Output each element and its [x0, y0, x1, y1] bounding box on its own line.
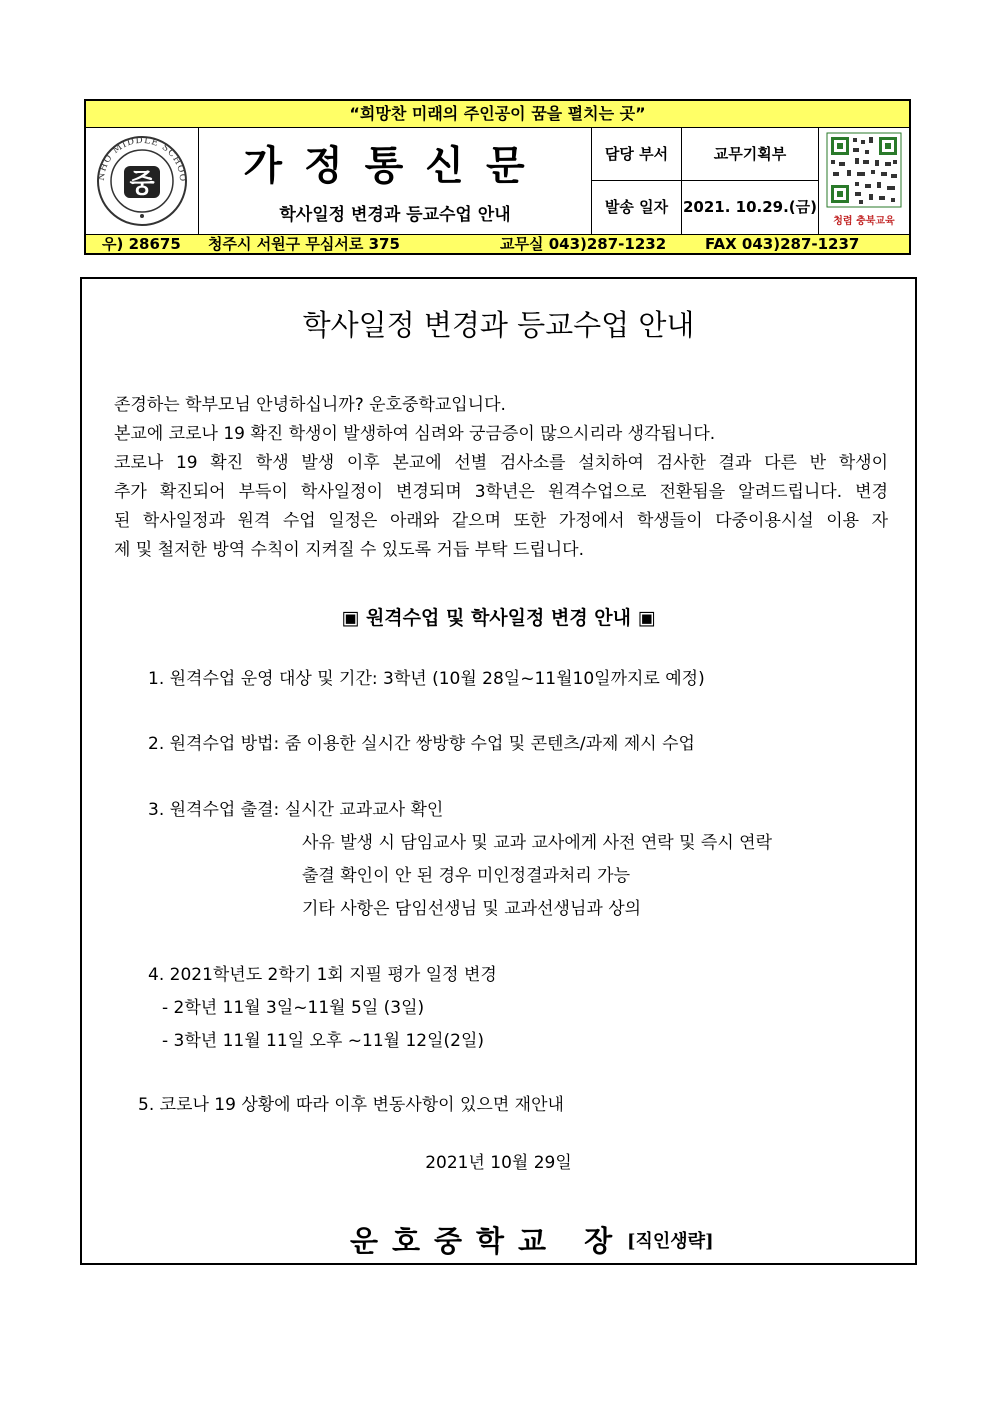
item-2: 2. 원격수업 방법: 줌 이용한 실시간 쌍방향 수업 및 콘텐츠/과제 제시 수업 [148, 734, 695, 754]
body-line: 된 학사일정과 원격 수업 일정은 아래와 같으며 또한 가정에서 학생들이 다중이용시설 이용 자 [114, 511, 888, 531]
office-phone: 교무실 043)287-1232 [500, 235, 667, 253]
body-line: 제 및 철저한 방역 수칙이 지켜질 수 있도록 거듭 부탁 드립니다. [114, 540, 584, 560]
school-logo-cell [86, 128, 199, 234]
fax-number: FAX 043)287-1237 [705, 235, 860, 253]
item-4-heading: 4. 2021학년도 2학기 1회 지필 평가 일정 변경 [148, 965, 497, 985]
street-address: 청주시 서원구 무심서로 375 [208, 235, 400, 253]
body-line: 코로나 19 확진 학생 발생 이후 본교에 선별 검사소를 설치하여 검사한 결과 다른 반 학생이 [114, 453, 888, 473]
seal-omitted-note: [직인생략] [627, 1231, 714, 1252]
item-3-heading: 3. 원격수업 출결: 실시간 교과교사 확인 [148, 800, 444, 820]
principal-signature: 운호중학교 장 [350, 1224, 627, 1258]
section-title: ▣ 원격수업 및 학사일정 변경 안내 ▣ [341, 607, 656, 629]
item-5: 5. 코로나 19 상황에 따라 이후 변동사항이 있으면 재안내 [138, 1095, 564, 1115]
send-date-label: 발송 일자 [592, 181, 682, 234]
newsletter-title: 가정통신문 [243, 142, 547, 189]
school-logo-icon [86, 128, 198, 234]
school-slogan: “희망찬 미래의 주인공이 꿈을 펼치는 곳” [86, 101, 909, 128]
postal-code: 우) 28675 [102, 235, 181, 253]
newsletter-subtitle: 학사일정 변경과 등교수업 안내 [279, 205, 511, 225]
item-3-detail: 출결 확인이 안 된 경우 미인정결과처리 가능 [302, 866, 631, 886]
intro-line: 본교에 코로나 19 확진 학생이 발생하여 심려와 궁금증이 많으시리라 생각됩니다. [114, 424, 716, 444]
svg-text:중: 중 [129, 169, 155, 199]
item-1: 1. 원격수업 운영 대상 및 기간: 3학년 (10월 28일~11월10일까지로 예정) [148, 669, 705, 689]
qr-code-cell [819, 128, 909, 234]
newsletter-header [84, 99, 911, 255]
body-line: 추가 확진되어 부득이 학사일정이 변경되며 3학년은 원격수업으로 전환됨을 알려드립니다. 변경 [114, 482, 888, 502]
item-3-detail: 사유 발생 시 담임교사 및 교과 교사에게 사전 연락 및 즉시 연락 [302, 833, 772, 853]
item-4-detail: - 2학년 11월 3일~11월 5일 (3일) [162, 998, 425, 1018]
address-bar [86, 234, 909, 253]
newsletter-title-cell [199, 128, 592, 234]
send-date-value: 2021. 10.29.(금) [682, 181, 819, 234]
letter-title: 학사일정 변경과 등교수업 안내 [302, 308, 695, 342]
dept-value: 교무기획부 [682, 128, 819, 181]
dept-label: 담당 부서 [592, 128, 682, 181]
letter-date: 2021년 10월 29일 [425, 1153, 572, 1173]
item-4-detail: - 3학년 11월 11일 오후 ~11월 12일(2일) [162, 1031, 485, 1051]
item-3-detail: 기타 사항은 담임선생님 및 교과선생님과 상의 [302, 899, 642, 919]
greeting: 존경하는 학부모님 안녕하십니까? 운호중학교입니다. [114, 395, 506, 415]
letter-body [80, 277, 917, 1265]
qr-code-icon [819, 128, 909, 234]
svg-text:UNHO MIDDLE SCHOOL: NHO MIDDLE SCHOO [96, 135, 188, 183]
qr-caption: 청렴 충북교육 [833, 216, 895, 227]
